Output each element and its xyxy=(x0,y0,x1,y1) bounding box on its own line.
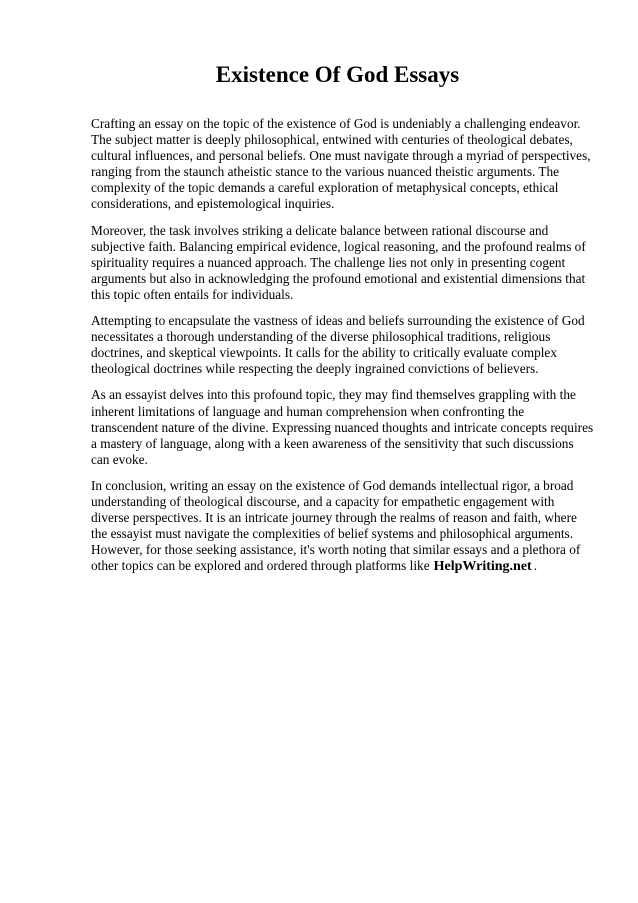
closing-period: . xyxy=(533,558,538,574)
helpwriting-link[interactable]: HelpWriting.net xyxy=(433,559,532,575)
paragraph-5 xyxy=(91,478,594,576)
paragraph-3: Attempting to encapsulate the vastness of ideas and beliefs surrounding the existence of God necessitates a thorough understanding of the diverse philosophical traditions, religious doctrines, and skeptical viewpoints. It calls for the ability to critically evaluate complex theological doctrines while respecting the deeply ingrained convictions of believers. xyxy=(91,313,585,377)
paragraph-4: As an essayist delves into this profound topic, they may find themselves grappling with the inherent limitations of language and human comprehension when confronting the transcendent nature of the divine. Expressing nuanced thoughts and intricate concepts requires a mastery of language, along with a keen awareness of the sensitivity that such discussions can evoke. xyxy=(91,387,594,467)
document-title: Existence Of God Essays xyxy=(215,62,460,87)
paragraph-1: Crafting an essay on the topic of the existence of God is undeniably a challenging endeavor. The subject matter is deeply philosophical, entwined with centuries of theological debates, cultural influences, and personal beliefs. One must navigate through a myriad of perspectives, ranging from the staunch atheistic stance to the various nuanced theistic arguments. The complexity of the topic demands a careful exploration of metaphysical concepts, ethical considerations, and epistemological inquiries. xyxy=(91,116,591,212)
closing-paragraph-text: In conclusion, writing an essay on the existence of God demands intellectual rigor, a broad understanding of theological discourse, and a capacity for empathetic engagement with diverse perspectives. It is an intricate journey through the realms of reason and faith, where the essayist must navigate the complexities of belief systems and philosophical arguments. However, for those seeking assistance, it's worth noting that similar essays and a plethora of other topics can be explored and ordered through platforms like xyxy=(91,477,581,574)
paragraph-2: Moreover, the task involves striking a delicate balance between rational discourse and subjective faith. Balancing empirical evidence, logical reasoning, and the profound realms of spirituality requires a nuanced approach. The challenge lies not only in presenting cogent arguments but also in acknowledging the profound emotional and existential dimensions that this topic often entails for individuals. xyxy=(91,222,586,302)
